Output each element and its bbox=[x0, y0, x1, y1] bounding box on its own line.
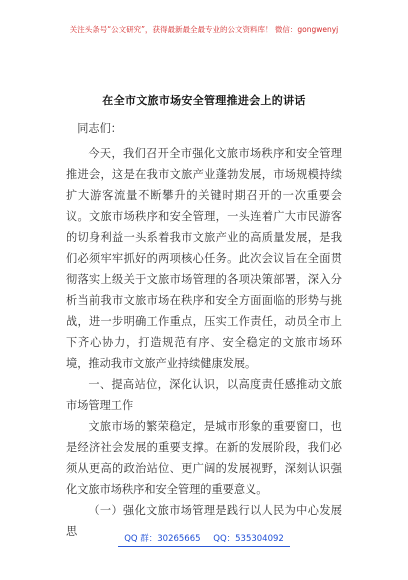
header-note: 关注头条号“公文研究”，获得最新最全最专业的公文资料库！ 微信：gongwenyj bbox=[69, 25, 339, 34]
paragraph-section-1: 文旅市场的繁荣稳定，是城市形象的重要窗口，也是经济社会发展的重要支撑。在新的发展阶段，我们必须从更高的政治站位、更广阔的发展视野，深刻认识强化文旅市场秩序和安全管理的重要意义。 bbox=[66, 420, 342, 496]
salutation: 同志们： bbox=[77, 122, 122, 135]
document-title: 在全市文旅市场安全管理推进会上的讲话 bbox=[102, 94, 306, 107]
section-heading-1: 一、提高站位，深化认识，以高度责任感推动文旅市场管理工作 bbox=[66, 378, 342, 412]
footer-contact bbox=[0, 532, 408, 544]
qq-group-number: QQ 群：30265665 bbox=[124, 534, 201, 544]
paragraph-intro: 今天，我们召开全市强化文旅市场秩序和安全管理推进会，这是在我市文旅产业蓬勃发展，市场规模持续扩大游客流量不断攀升的关键时期召开的一次重要会议。文旅市场秩序和安全管理，一头连着广大市民游客的切身利益一头系着我市文旅产业的高质量发展，是我们必须牢牢抓好的两项核心任务。此次会议旨在全面贯彻落实上级关于文旅市场管理的各项决策部署，深入分析当前我市文旅市场在秩序和安全方面面临的形势与挑战，进一步明确工作重点，压实工作责任，动员全市上下齐心协力，打造规范有序、安全稳定的文旅市场环境，推动我市文旅产业持续健康发展。 bbox=[66, 147, 342, 370]
footer-divider bbox=[118, 546, 290, 547]
subsection-heading-1: （一）强化文旅市场管理是践行以人民为中心发展思 bbox=[66, 504, 342, 538]
document-body bbox=[66, 118, 342, 542]
qq-number: QQ：535304092 bbox=[213, 534, 284, 544]
